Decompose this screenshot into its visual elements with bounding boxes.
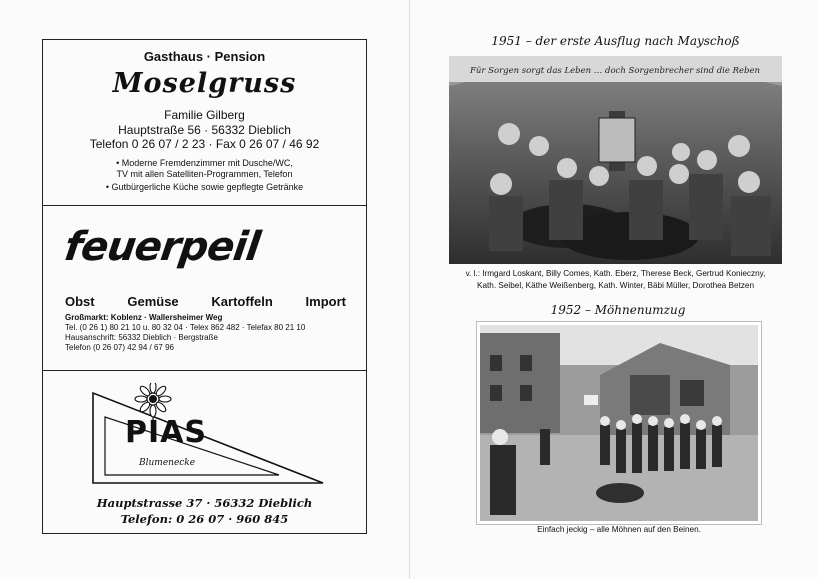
ad-feuerpeil	[43, 206, 366, 371]
photo-caption: Einfach jeckig – alle Möhnen auf den Beinen.	[537, 525, 701, 534]
parade-photo-image	[480, 325, 758, 521]
ad-bullet: TV mit allen Satelliten-Programmen, Telefon	[116, 169, 293, 179]
feuerpeil-logo: feuerpeil	[61, 224, 263, 270]
pias-logo: PIAS	[125, 415, 207, 450]
ad-name: Moselgruss	[112, 68, 297, 99]
ad-bullet: • Moderne Fremdenzimmer mit Dusche/WC,	[116, 158, 293, 168]
ad-info-line: Hausanschrift: 56332 Dieblich · Bergstraße	[65, 333, 218, 342]
photo-title: 1951 – der erste Ausflug nach Mayschoß	[491, 34, 740, 48]
photo-excursion	[449, 56, 782, 264]
photo-parade	[477, 322, 761, 524]
pias-tagline: Blumenecke	[139, 458, 196, 468]
set-square-logo-icon	[83, 383, 333, 493]
product-item: Kartoffeln	[211, 294, 273, 309]
advertisement-panel	[42, 39, 367, 534]
ad-info-line: Tel. (0 26 1) 80 21 10 u. 80 32 04 · Telex 862 482 · Telefax 80 21 10	[65, 323, 306, 332]
ad-address: Hauptstraße 56 · 56332 Dieblich	[118, 123, 291, 137]
photo-caption: Kath. Seibel, Käthe Weißenberg, Kath. Winter, Bäbi Müller, Dorothea Betzen	[476, 281, 754, 290]
page-fold	[409, 0, 410, 579]
ad-bullet: • Gutbürgerliche Küche sowie gepflegte Getränke	[105, 182, 304, 192]
group-photo-image	[449, 56, 782, 264]
photo-caption: v. l.: Irmgard Loskant, Billy Comes, Kath. Eberz, Therese Beck, Gertrud Konieczny,	[465, 269, 766, 278]
ad-info-line: Großmarkt: Koblenz · Wallersheimer Weg	[65, 313, 223, 322]
product-list	[65, 294, 346, 309]
product-item: Obst	[65, 294, 95, 309]
ad-moselgruss	[43, 40, 366, 206]
ad-family: Familie Gilberg	[164, 108, 245, 122]
ad-header: Gasthaus · Pension	[143, 49, 266, 64]
ad-info-line: Telefon (0 26 07) 42 94 / 67 96	[65, 343, 174, 352]
product-item: Import	[305, 294, 346, 309]
photo-title: 1952 – Möhnenumzug	[550, 303, 686, 317]
ad-phone: Telefon 0 26 07 / 2 23 · Fax 0 26 07 / 46 92	[89, 137, 320, 151]
ad-address: Hauptstrasse 37 · 56332 Dieblich	[96, 496, 313, 510]
banner-text: Für Sorgen sorgt das Leben … doch Sorgenbrecher sind die Reben	[470, 66, 760, 76]
ad-phone: Telefon: 0 26 07 · 960 845	[120, 512, 289, 526]
product-item: Gemüse	[127, 294, 179, 309]
ad-pias	[43, 371, 366, 533]
